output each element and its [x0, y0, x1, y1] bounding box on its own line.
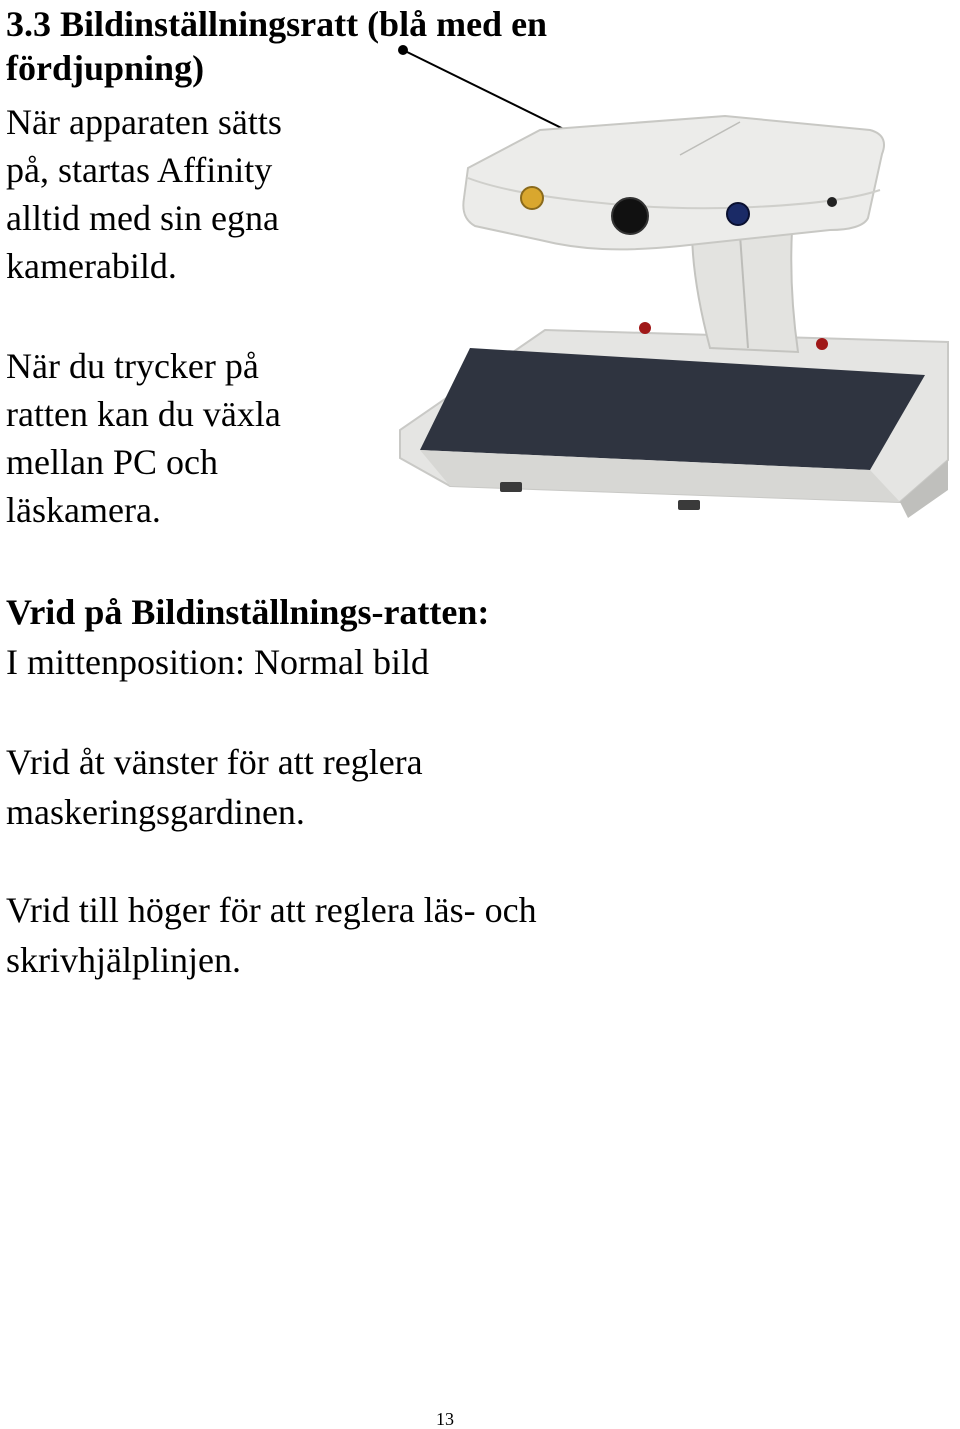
- dial-middle: I mittenposition: Normal bild: [6, 642, 429, 682]
- tray-stopper-right: [816, 338, 828, 350]
- toggle-line-4: läskamera.: [6, 490, 161, 530]
- toggle-line-3: mellan PC och: [6, 442, 218, 482]
- intro-line-2: på, startas Affinity: [6, 150, 273, 190]
- toggle-line-1: När du trycker på: [6, 346, 259, 386]
- camera-head: [463, 116, 884, 249]
- intro-line-4: kamerabild.: [6, 246, 177, 286]
- tray-stopper-left: [639, 322, 651, 334]
- dial-title: Vrid på Bildinställnings-ratten:: [6, 592, 490, 632]
- foot-right: [678, 500, 700, 510]
- toggle-line-2: ratten kan du växla: [6, 394, 281, 434]
- dial-right-line-2: skrivhjälplinjen.: [6, 940, 241, 980]
- intro-line-1: När apparaten sätts: [6, 102, 282, 142]
- blue-dial-icon: [727, 203, 749, 225]
- reading-camera-illustration: [380, 30, 960, 530]
- yellow-knob-icon: [521, 187, 543, 209]
- dial-left-line-1: Vrid åt vänster för att reglera: [6, 742, 423, 782]
- section-heading-line-1: 3.3 Bildinställningsratt (blå med en: [6, 4, 548, 44]
- black-knob-icon: [612, 198, 648, 234]
- power-led-icon: [827, 197, 837, 207]
- section-heading-line-2: fördjupning): [6, 48, 205, 88]
- page-number: 13: [436, 1409, 454, 1429]
- base-tray: [400, 322, 948, 518]
- stand-column: [692, 230, 798, 352]
- dial-left-line-2: maskeringsgardinen.: [6, 792, 305, 832]
- dial-right-line-1: Vrid till höger för att reglera läs- och: [6, 890, 537, 930]
- foot-left: [500, 482, 522, 492]
- intro-line-3: alltid med sin egna: [6, 198, 279, 238]
